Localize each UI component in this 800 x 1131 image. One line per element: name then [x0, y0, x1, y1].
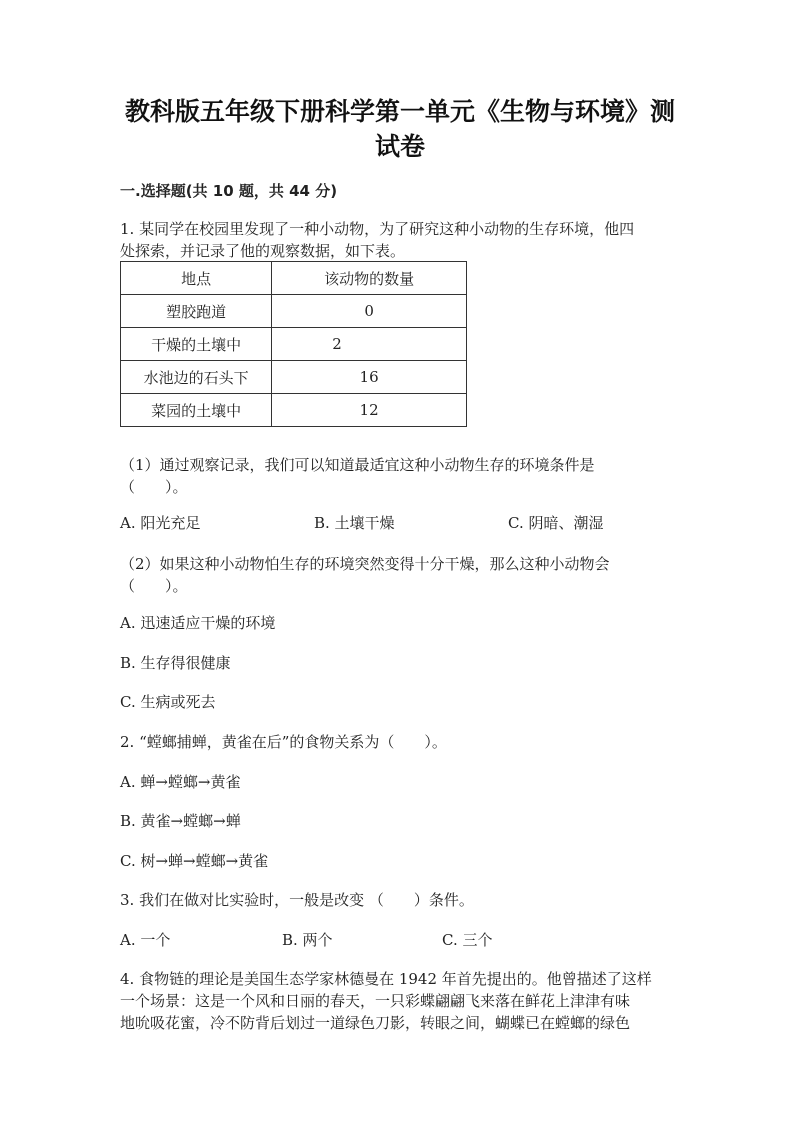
table-row: [121, 295, 467, 328]
table-cell: 12: [272, 394, 467, 427]
option-a: A. 一个: [120, 931, 171, 949]
option-b: B. 两个: [282, 931, 333, 949]
table-cell: 水池边的石头下: [121, 361, 272, 394]
table-header-row: [121, 262, 467, 295]
table-cell: 16: [272, 361, 467, 394]
table-row: [121, 361, 467, 394]
table-cell: 干燥的土壤中: [121, 328, 272, 361]
q1-sub1-line-2: （ ）。: [120, 478, 188, 496]
q1-sub2-line-1: （2）如果这种小动物怕生存的环境突然变得十分干燥，那么这种小动物会: [120, 555, 610, 573]
observation-table: [120, 261, 467, 427]
q1-sub1-line-1: （1）通过观察记录，我们可以知道最适宜这种小动物生存的环境条件是: [120, 456, 595, 474]
table-cell: 菜园的土壤中: [121, 394, 272, 427]
option-a: A. 迅速适应干燥的环境: [120, 614, 276, 632]
option-b: B. 黄雀→螳螂→蝉: [120, 812, 241, 830]
option-c: C. 阴暗、潮湿: [508, 514, 604, 532]
title-line-1: 教科版五年级下册科学第一单元《生物与环境》测: [124, 97, 675, 126]
table-cell: 0: [272, 295, 467, 328]
q1-line-2: 处探索，并记录了他的观察数据，如下表。: [120, 242, 406, 260]
option-b: B. 土壤干燥: [314, 514, 395, 532]
option-c: C. 三个: [442, 931, 493, 949]
table-cell: 塑胶跑道: [121, 295, 272, 328]
option-c: C. 树→蝉→螳螂→黄雀: [120, 852, 269, 870]
q1-sub2-line-2: （ ）。: [120, 577, 188, 595]
table-row: [121, 394, 467, 427]
table-cell: 2: [272, 328, 467, 361]
option-a: A. 蝉→螳螂→黄雀: [120, 773, 241, 791]
q1-line-1: 1. 某同学在校园里发现了一种小动物，为了研究这种小动物的生存环境，他四: [120, 220, 635, 238]
page-title: [90, 94, 710, 164]
title-line-2: 试卷: [374, 132, 425, 161]
q4-line-2: 一个场景：这是一个风和日丽的春天，一只彩蝶翩翩飞来落在鲜花上津津有味: [120, 992, 631, 1010]
table-header-count: 该动物的数量: [272, 262, 467, 295]
q3-text: 3. 我们在做对比实验时，一般是改变 （ ）条件。: [120, 891, 474, 909]
q4-line-1: 4. 食物链的理论是美国生态学家林德曼在 1942 年首先提出的。他曾描述了这样: [120, 970, 652, 988]
option-c: C. 生病或死去: [120, 693, 216, 711]
option-a: A. 阳光充足: [120, 514, 201, 532]
table-row: [121, 328, 467, 361]
q4-line-3: 地吮吸花蜜，冷不防背后划过一道绿色刀影，转眼之间，蝴蝶已在螳螂的绿色: [120, 1014, 631, 1032]
table-header-location: 地点: [121, 262, 272, 295]
section-heading: 一.选择题(共 10 题，共 44 分): [120, 182, 338, 200]
option-b: B. 生存得很健康: [120, 654, 231, 672]
q2-text: 2. “螳螂捕蝉，黄雀在后”的食物关系为（ ）。: [120, 733, 447, 751]
